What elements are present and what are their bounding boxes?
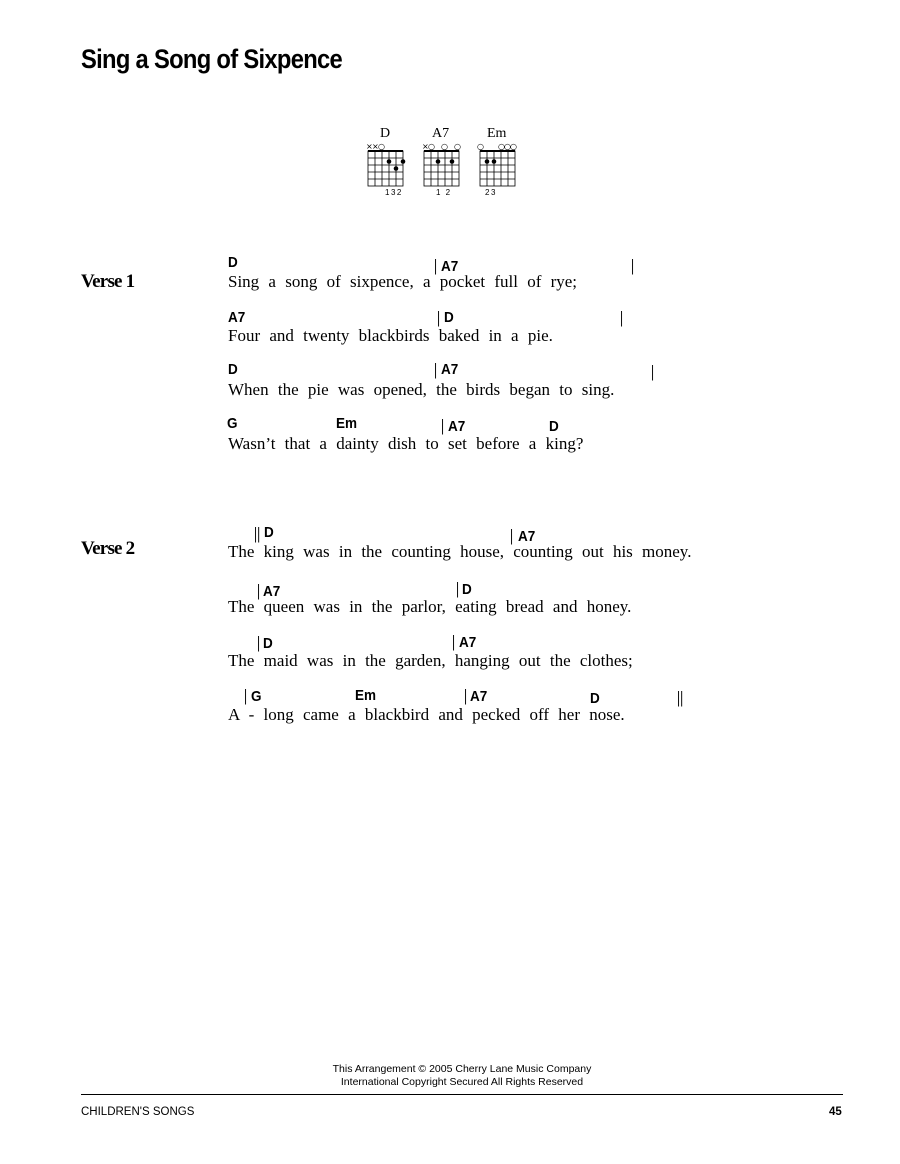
bar-line: | [257,581,261,600]
chord-symbol: D [228,361,238,378]
lyric-line: The king was in the counting house, counting out his money. [228,542,692,561]
svg-text:○: ○ [477,142,484,151]
bar-line: | [464,686,468,705]
bar-line: | [437,308,441,327]
bar-line: | [452,632,456,651]
lyric-line: The queen was in the parlor, eating bread and honey. [228,597,632,616]
chord-symbol: G [227,415,238,432]
chord-symbol: Em [336,415,358,432]
bar-line: | [631,256,635,275]
page-number: 45 [829,1106,842,1118]
chord-symbol: D [263,635,273,652]
chord-symbol: A7 [459,634,477,651]
lyric-line: Four and twenty blackbirds baked in a pie. [228,326,553,345]
copyright-line-2: International Copyright Secured All Rights Reserved [340,1076,584,1088]
chord-diagram-name-em: Em [487,126,507,141]
lyric-line: Wasn’t that a dainty dish to set before a king? [228,434,584,453]
chord-symbol: A7 [448,418,466,435]
chord-symbol: D [590,690,600,707]
bar-line: | [510,526,514,545]
bar-line: | [257,633,261,652]
chord-symbol: A7 [441,258,459,275]
chord-symbol: Em [355,687,377,704]
verse-2-label: Verse 2 [81,538,135,559]
chord-diagram-fingering-d: 132 [385,188,403,197]
svg-text:×: × [422,142,429,151]
song-title: Sing a Song of Sixpence [81,44,343,74]
chord-symbol: A7 [228,309,246,326]
lyric-line: When the pie was opened, the birds began to sing. [228,380,615,399]
chord-diagram-fingering-a7: 1 2 [436,188,452,197]
svg-text:○: ○ [504,142,511,151]
lyric-line: The maid was in the garden, hanging out the clothes; [228,651,633,670]
chord-symbol: D [264,524,274,541]
chord-symbol: D [462,581,472,598]
chord-symbol: A7 [518,528,536,545]
svg-text:×: × [372,142,379,151]
chord-symbol: A7 [441,361,459,378]
footer-section: CHILDREN'S SONGS [81,1106,195,1118]
chord-diagram-name-a7: A7 [432,126,450,141]
chord-diagram-name-d: D [380,126,391,141]
bar-line: | [434,360,438,379]
bar-line: | [456,579,460,598]
svg-text:○: ○ [498,142,505,151]
bar-line: | [620,308,624,327]
bar-line: || [677,688,684,707]
chord-symbol: D [549,418,559,435]
bar-line: || [254,524,261,543]
chord-symbol: A7 [263,583,281,600]
verse-1-label: Verse 1 [81,271,135,292]
chord-symbol: A7 [470,688,488,705]
copyright-line-1: This Arrangement © 2005 Cherry Lane Music Company [332,1063,592,1075]
chord-symbol: G [251,688,262,705]
svg-text:○: ○ [428,142,435,151]
lyric-line: Sing a song of sixpence, a pocket full of rye; [228,272,578,291]
bar-line: | [434,256,438,275]
chord-symbol: D [228,254,238,271]
chord-symbol: D [444,309,454,326]
svg-text:×: × [366,142,373,151]
lyric-line: A - long came a blackbird and pecked off her nose. [228,705,625,724]
svg-text:○: ○ [441,142,448,151]
bar-line: | [441,416,445,435]
bar-line: | [244,686,248,705]
svg-text:○: ○ [510,142,517,151]
chord-diagram-em [474,141,524,201]
bar-line: | [651,362,655,381]
svg-text:○: ○ [454,142,461,151]
footer-divider [81,1094,843,1095]
chord-diagram-fingering-em: 23 [485,188,497,197]
svg-text:○: ○ [378,142,385,151]
